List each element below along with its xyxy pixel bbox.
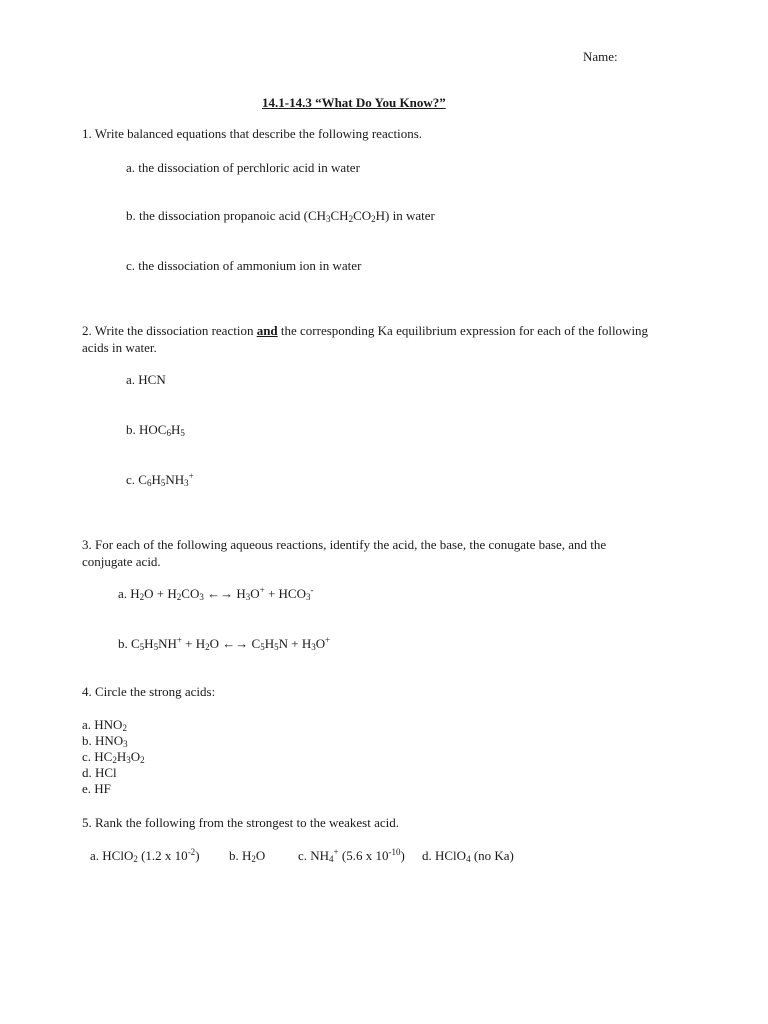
question-4d: d. HCl xyxy=(82,765,117,780)
question-2-prompt: 2. Write the dissociation reaction and the corresponding Ka equilibrium expression for each of the following xyxy=(82,323,649,338)
question-2-prompt-line2: acids in water. xyxy=(82,340,157,355)
question-5a: a. HClO$_2$ (1.2 x $10^{-2}$) xyxy=(90,847,200,864)
question-3a-equation: a. $H_2O + H_2CO_3$ ←→ $H_3O^+ + HCO_3^-$ xyxy=(118,585,314,602)
question-2a: a. HCN xyxy=(126,372,166,387)
question-1a: a. the dissociation of perchloric acid in water xyxy=(126,160,360,175)
name-label: Name: xyxy=(583,49,618,64)
and-emphasis: and xyxy=(256,323,278,338)
question-5b: b. $H_2O$ xyxy=(229,848,266,864)
question-1-prompt: 1. Write balanced equations that describe the following reactions. xyxy=(82,126,423,141)
question-4-prompt: 4. Circle the strong acids: xyxy=(82,684,216,699)
question-2c: c. $C_6H_5NH_3^+$ xyxy=(126,471,194,488)
equilibrium-arrow-icon: ←→ xyxy=(203,586,237,601)
question-1c: c. the dissociation of ammonium ion in water xyxy=(126,258,362,273)
question-5c: c. $NH_4^+$ (5.6 x $10^{-10}$) xyxy=(298,847,405,864)
question-4c: c. $HC_2H_3O_2$ xyxy=(82,749,145,765)
question-4b: b. $HNO_3$ xyxy=(82,733,128,749)
equilibrium-arrow-icon: ←→ xyxy=(219,636,252,651)
page-title: 14.1-14.3 “What Do You Know?” xyxy=(262,95,446,110)
question-3-prompt-line2: conjugate acid. xyxy=(82,554,161,569)
question-4e: e. HF xyxy=(82,781,111,796)
question-1b: b. the dissociation propanoic acid $(CH_3CH_2CO_2H)$ in water xyxy=(126,208,435,224)
question-5-prompt: 5. Rank the following from the strongest to the weakest acid. xyxy=(82,815,399,830)
question-4a: a. $HNO_2$ xyxy=(82,717,127,733)
question-2b: b. $HOC_6H_5$ xyxy=(126,422,185,438)
question-5d: d. HClO$_4$ (no Ka) xyxy=(422,848,514,864)
question-3b-equation: b. $C_5H_5NH^+ + H_2O$ ←→ $C_5H_5N + H_3O^+$ xyxy=(118,635,331,652)
question-3-prompt: 3. For each of the following aqueous reactions, identify the acid, the base, the conugate base, and the xyxy=(82,537,607,552)
